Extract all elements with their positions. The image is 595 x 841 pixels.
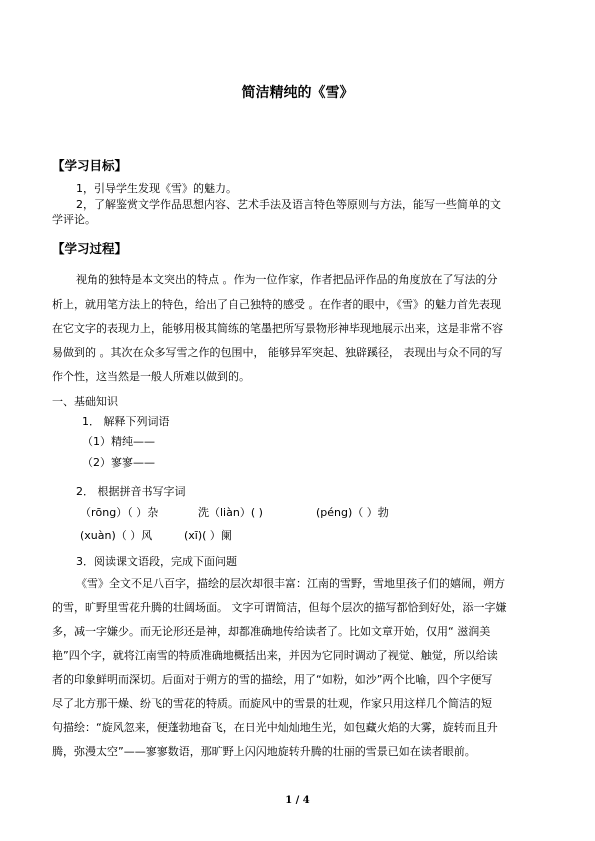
objective-item-continued: 学评论。 bbox=[52, 213, 96, 226]
passage-line: 者的印象鲜明而深切。后面对于朔方的雪的描绘，用了“如粉，如沙”两个比喻，四个字便写 bbox=[52, 673, 493, 686]
passage-line: 句描绘：“旋风忽来，便蓬勃地奋飞，在日光中灿灿地生光，如包藏火焰的大雾，旋转而且升 bbox=[52, 721, 498, 734]
question-2-label: 2． 根据拼音书写字词 bbox=[76, 485, 186, 498]
pinyin-item: （rōng）（ ）杂 bbox=[80, 506, 159, 519]
pinyin-item: (xuàn)（ ）风 bbox=[80, 529, 153, 542]
passage-line: 多，减一字嫌少。而无论形还是神，却都准确地传给读者了。比如文章开始，仅用“ 滋润美 bbox=[52, 625, 491, 638]
section-label: 一、基础知识 bbox=[52, 395, 118, 408]
objective-item: 1，引导学生发现《雪》的魅力。 bbox=[76, 182, 237, 195]
passage-line: 《雪》全文不足八百字，描绘的层次却很丰富：江南的雪野，雪地里孩子们的嬉闹，朔方 bbox=[76, 577, 505, 590]
intro-line: 在它文字的表现力上，能够用极其简练的笔墨把所写景物形神毕现地展示出来，这是非常不容 bbox=[52, 322, 503, 335]
page-number: 1 / 4 bbox=[285, 795, 310, 806]
page-title: 简洁精纯的《雪》 bbox=[241, 85, 354, 101]
pinyin-item: (xī)( ）阑 bbox=[184, 529, 232, 542]
intro-line: 易做到的 。其次在众多写雪之作的包围中， 能够异军突起、独辟蹊径， 表现出与众不同的写 bbox=[52, 346, 503, 359]
q1-term: （2）寥寥—— bbox=[82, 456, 155, 469]
question-3-label: 3．阅读课文语段，完成下面问题 bbox=[76, 555, 237, 568]
intro-line: 视角的独特是本文突出的特点 。作为一位作家，作者把品评作品的角度放在了写法的分 bbox=[76, 273, 498, 286]
intro-line: 析上，就用笔方法上的特色，给出了自己独特的感受 。在作者的眼中，《雪》的魅力首先表现 bbox=[52, 298, 501, 311]
objective-item: 2，了解鉴赏文学作品思想内容、艺术手法及语言特色等原则与方法，能写一些简单的文 bbox=[76, 198, 501, 211]
passage-line: 艳”四个字，就将江南雪的特质准确地概括出来，并因为它同时调动了视觉、触觉，所以给读 bbox=[52, 649, 498, 662]
q1-term: （1）精纯—— bbox=[82, 435, 155, 448]
passage-line: 腾，弥漫太空”——寥寥数语，那旷野上闪闪地旋转升腾的壮丽的雪景已如在读者眼前。 bbox=[52, 745, 476, 758]
objectives-header: 【学习目标】 bbox=[52, 158, 128, 173]
intro-line: 作个性，这当然是一般人所难以做到的。 bbox=[52, 370, 250, 383]
passage-line: 尽了北方那干燥、纷飞的雪花的特质。而旋风中的雪景的壮观，作家只用这样几个简洁的短 bbox=[52, 697, 492, 710]
passage-line: 的雪，旷野里雪花升腾的壮阔场面。 文字可谓简洁，但每个层次的描写都恰到好处，添一字嫌 bbox=[52, 601, 507, 614]
pinyin-item: (péng)（ ）勃 bbox=[316, 506, 389, 519]
process-header: 【学习过程】 bbox=[52, 241, 128, 256]
question-1-label: 1． 解释下列词语 bbox=[82, 415, 170, 428]
pinyin-item: 洗（liàn）( ) bbox=[198, 506, 263, 519]
